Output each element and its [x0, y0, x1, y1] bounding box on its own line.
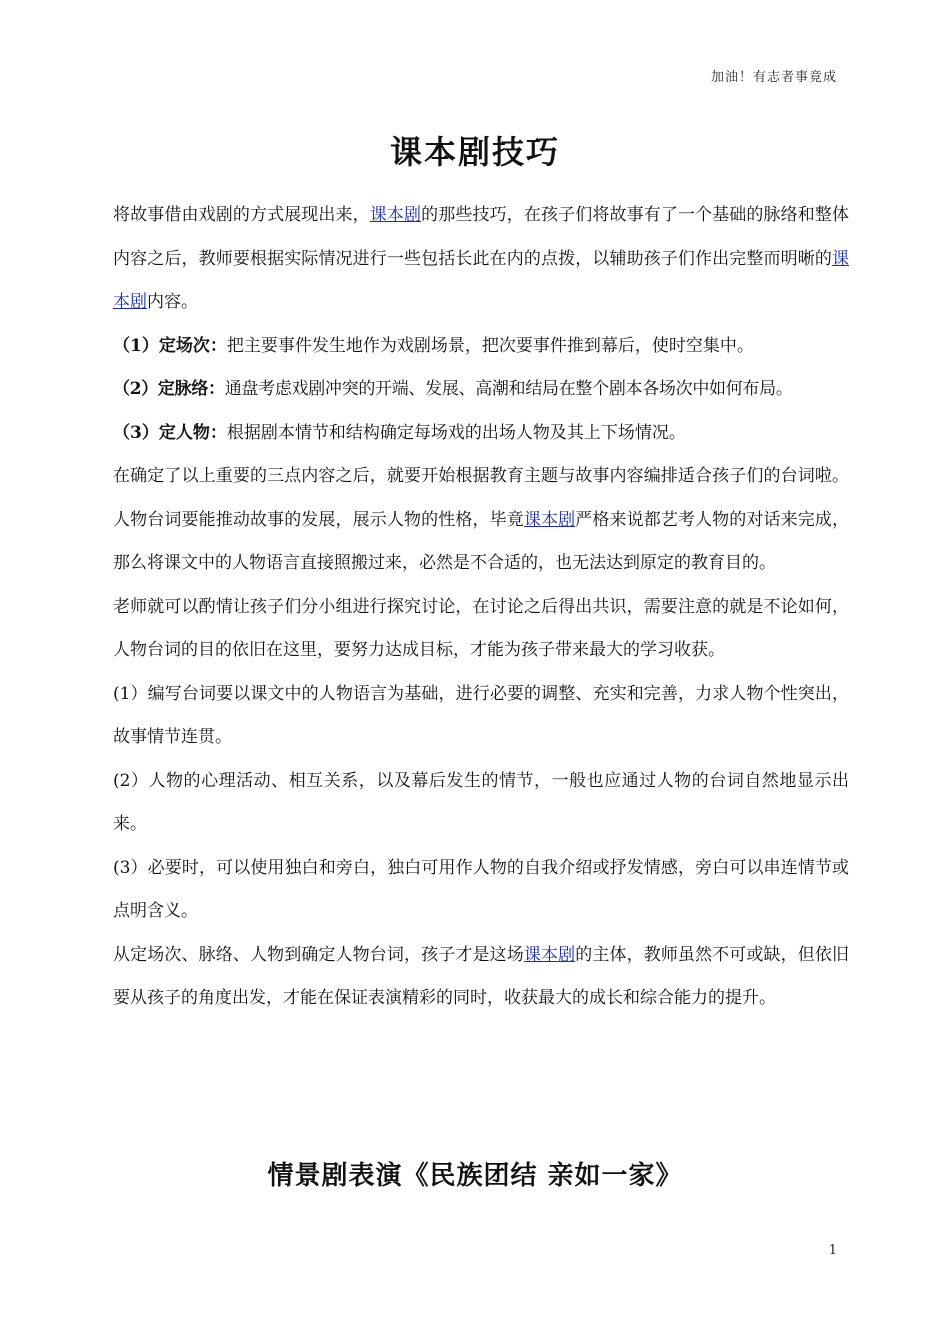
rule-label: （3）定人物： — [113, 422, 227, 443]
dialogue-rule-2: (2）人物的心理活动、相互关系，以及幕后发生的情节，一般也应通过人物的台词自然地显示出来。 — [113, 770, 849, 834]
rule-text: 根据剧本情节和结构确定每场戏的出场人物及其上下场情况。 — [226, 422, 686, 443]
intro-text-1: 将故事借由戏剧的方式展现出来， — [113, 205, 370, 225]
rule-label: （1）定场次： — [113, 335, 227, 356]
rule-item-structure — [113, 368, 849, 412]
dialogue-paragraph — [113, 455, 849, 586]
conclusion-text-1: 从定场次、脉络、人物到确定人物台词，孩子才是这场 — [113, 944, 524, 965]
section-title: 情景剧表演《民族团结 亲如一家》 — [267, 1161, 683, 1191]
rule-text: 通盘考虑戏剧冲突的开端、发展、高潮和结局在整个剧本各场次中如何布局。 — [224, 379, 793, 399]
para2-text-2: 严格来说都艺考人物的对话来完成，那么将课文中的人物语言直接照搬过来，必然是不合适的，也无法达到原定的教育目的。 — [113, 509, 850, 573]
intro-text-2: 的那些技巧，在孩子们将故事有了一个基础的脉络和整体内容之后，教师要根据实际情况进行一些包括长此在内的点拨，以辅助孩子们作出完整而明晰的 — [113, 205, 850, 269]
link-kebenju-4[interactable]: 课本剧 — [523, 944, 576, 965]
link-kebenju-1[interactable]: 课本剧 — [369, 205, 422, 225]
rule-item-characters — [113, 412, 849, 456]
page-number: 1 — [828, 1243, 837, 1258]
dialogue-rule-1: (1）编写台词要以课文中的人物语言为基础，进行必要的调整、充实和完善，力求人物个性突出，故事情节连贯。 — [113, 683, 849, 747]
conclusion-text-2: 的主体，教师虽然不可或缺，但依旧要从孩子的角度出发，才能在保证表演精彩的同时，收获最大的成长和综合能力的提升。 — [113, 944, 850, 1008]
document-body — [113, 194, 849, 1021]
rule-label: （2）定脉络： — [113, 379, 225, 399]
conclusion-paragraph — [113, 934, 849, 1021]
header-note: 加油！有志者事竟成 — [710, 70, 837, 85]
discussion-paragraph: 老师就可以酌情让孩子们分小组进行探究讨论，在讨论之后得出共识，需要注意的就是不论如何，人物台词的目的依旧在这里，要努力达成目标，才能为孩子带来最大的学习收获。 — [113, 596, 849, 660]
para2-text-1: 在确定了以上重要的三点内容之后，就要开始根据教育主题与故事内容编排适合孩子们的台词啦。人物台词要能推动故事的发展，展示人物的性格，毕竟 — [113, 466, 849, 530]
dialogue-rule-3: (3）必要时，可以使用独白和旁白，独白可用作人物的自我介绍或抒发情感，旁白可以串连情节或点明含义。 — [113, 857, 849, 921]
page-title: 课本剧技巧 — [389, 133, 560, 171]
intro-paragraph — [113, 194, 849, 325]
rule-text: 把主要事件发生地作为戏剧场景，把次要事件推到幕后，使时空集中。 — [226, 335, 754, 356]
rule-item-scene — [113, 325, 849, 369]
link-kebenju-2[interactable]: 课本剧 — [113, 248, 849, 312]
intro-text-3: 内容。 — [147, 292, 198, 312]
link-kebenju-3[interactable]: 课本剧 — [523, 509, 576, 530]
